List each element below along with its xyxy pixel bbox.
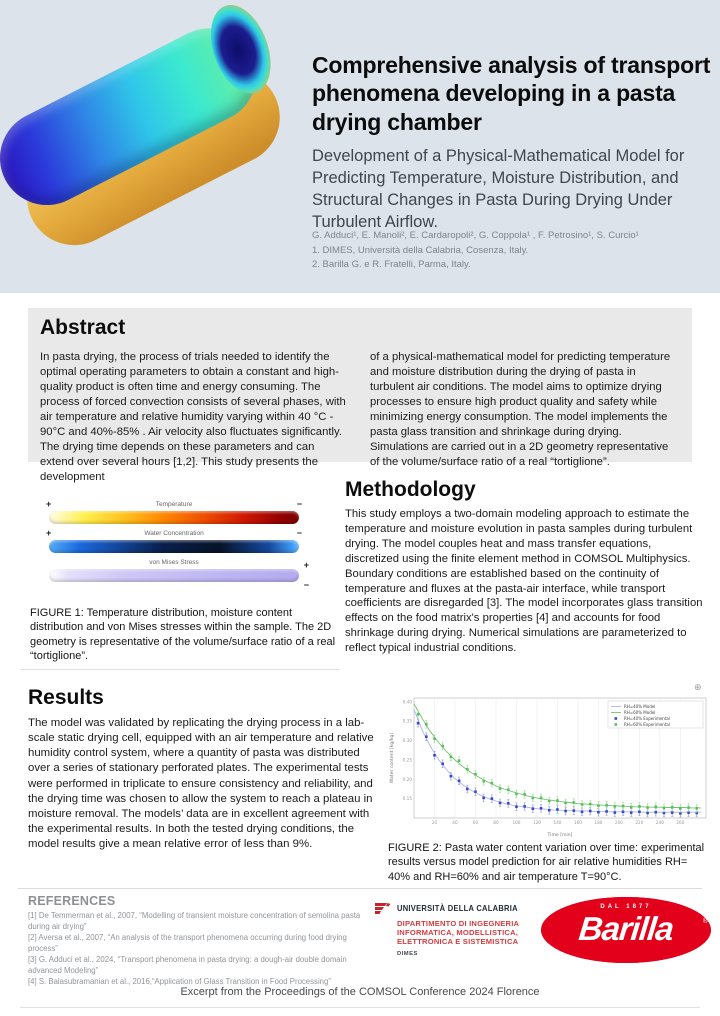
left-column-divider [20, 669, 340, 670]
pasta-tube [0, 0, 323, 307]
figure2-chart [388, 690, 714, 838]
svg-text:Time [min]: Time [min] [547, 833, 573, 838]
unical-name: UNIVERSITÀ DELLA CALABRIA [397, 904, 518, 913]
plus-sign: + [46, 528, 52, 538]
svg-text:0.35: 0.35 [402, 718, 412, 724]
unical-logo [374, 902, 534, 957]
barilla-logo [541, 897, 713, 967]
svg-text:260: 260 [676, 820, 685, 825]
figure2 [388, 690, 714, 838]
unical-department: DIPARTIMENTO DI INGEGNERIA INFORMATICA, MODELLISTICA, ELETTRONICA E SISTEMISTICA [397, 919, 519, 946]
authors-block [312, 229, 712, 273]
svg-text:0.30: 0.30 [402, 738, 412, 744]
svg-text:180: 180 [594, 820, 603, 825]
plus-sign: + [303, 560, 309, 570]
svg-text:RH=40% Model: RH=40% Model [624, 704, 656, 709]
svg-text:0.20: 0.20 [402, 776, 412, 782]
svg-text:160: 160 [573, 820, 582, 825]
von-mises-colorbar-row [49, 558, 309, 590]
footer-divider [18, 888, 702, 889]
registered-trademark-icon: ® [702, 918, 708, 925]
figure1 [46, 499, 309, 590]
references-heading: REFERENCES [28, 894, 116, 908]
bottom-hairline [20, 1007, 700, 1008]
minus-sign: − [303, 580, 309, 590]
affiliation-1: 1. DIMES, Università della Calabria, Cosenza, Italy. [312, 244, 529, 256]
abstract-section [28, 308, 692, 484]
reference-item: [4] S. Balasubramanian et al., 2016,“Application of Glass Transition in Food Processing” [28, 977, 331, 987]
abstract-column-1: In pasta drying, the process of trials needed to identify the optimal operating parameters to obtain a constant and high-quality product is often time and energy consuming. The process of forced convection consists of several phases, with air temperature and relative humidity varying within 40 °C - 90°C and 40%-85% . Air velocity also fluctuates significantly. The drying time depends on these parameters and can extend over several hours [1,2]. This study presents the development [40, 351, 346, 484]
abstract-column-2: of a physical-mathematical model for predicting temperature and moisture distribution during the drying of pasta in turbulent air conditions. The model aims to optimize drying processes to ensure high product quality and safety while minimizing energy consumption. The model implements the pasta glass transition and shrinkage during drying. Simulations are carried out in a 2D geometry representative of the volume/surface ratio of a real “tortiglione”. [370, 351, 671, 469]
unical-acronym: DIMES [397, 950, 418, 957]
reference-item: [1] De Temmerman et al., 2007, “Modelling of transient moisture concentration of semolina pasta during air drying” [28, 911, 361, 931]
reference-item: [3] G. Adduci et al., 2024, “Transport phenomena in pasta drying: a dough-air double domain advanced Modeling” [28, 955, 347, 975]
poster-title: Comprehensive analysis of transport phenomena developing in a pasta drying chamber [312, 52, 711, 135]
references-section [28, 894, 366, 989]
svg-text:20: 20 [431, 820, 438, 825]
svg-text:120: 120 [532, 820, 541, 825]
svg-text:RH=60% Experimental: RH=60% Experimental [624, 722, 670, 727]
svg-text:RH=40% Experimental: RH=40% Experimental [624, 716, 670, 721]
svg-text:0.25: 0.25 [402, 757, 412, 763]
methodology-heading: Methodology [345, 478, 476, 501]
poster-subtitle: Development of a Physical-Mathematical Model for Predicting Temperature, Moisture Distribution, and Structural Changes in Pasta During Drying Under Turbulent Airflow. [312, 147, 685, 231]
water-concentration-colorbar-label: Water Concentration [144, 530, 204, 537]
unical-logo-row [374, 902, 534, 916]
svg-text:RH=60% Model: RH=60% Model [624, 710, 656, 715]
methodology-body: This study employs a two-domain modeling approach to estimate the temperature and moisture evolution in pasta samples during turbulent drying. The model couples heat and mass transfer equations, discretized using the finite element method in COMSOL Multiphysics. Boundary conditions are established based on the continuity of temperature and fluxes at the pasta-air interface, while transport coefficients are disregarded [3]. The model incorporates glass transition effects on the food matrix's properties [4] and accounts for food shrinkage during drying. Numerical simulations are parameterized to reflect typical industrial conditions. [345, 508, 703, 655]
unical-crest-icon [374, 902, 391, 916]
figure2-corner-icon: ⊕ [694, 682, 702, 692]
author-list: G. Adduci¹, E. Manoli², E. Cardaropoli², G. Coppola¹ , F. Petrosino¹, S. Curcio¹ [312, 230, 639, 241]
minus-sign: − [296, 528, 302, 538]
svg-text:60: 60 [472, 820, 479, 825]
svg-text:220: 220 [635, 820, 644, 825]
svg-text:Water content [kg/kg]: Water content [kg/kg] [390, 732, 395, 784]
figure1-caption: FIGURE 1: Temperature distribution, moisture content distribution and von Mises stresses within the sample. The 2D geometry is representative of the volume/surface ratio of a real “tortiglione”. [30, 607, 336, 662]
svg-text:140: 140 [553, 820, 562, 825]
barilla-wordmark: Barilla [577, 910, 675, 947]
header-band [0, 0, 720, 293]
plus-sign: + [46, 499, 52, 509]
results-body: The model was validated by replicating the drying process in a lab-scale static drying cell, equipped with an air temperature and relative humidity control system, where a quantity of pasta was distributed over a series of stationary perforated plates. The experimental tests were performed in triplicate to ensure consistency and reliability, and the drying time was chosen to allow the system to reach a plateau in moisture removal. The models’ data are in excellent agreement with the experimental results. In both the tested drying conditions, the model results give a mean relative error of less than 9%. [28, 717, 374, 851]
temperature-colorbar-label: Temperature [155, 501, 193, 508]
barilla-ellipse [541, 897, 711, 963]
temperature-colorbar-row [46, 499, 302, 524]
abstract-heading: Abstract [40, 316, 126, 339]
svg-text:100: 100 [512, 820, 521, 825]
methodology-section [345, 478, 703, 656]
water-concentration-colorbar-row [46, 528, 302, 553]
affiliation-2: 2. Barilla G. e R. Fratelli, Parma, Italy. [312, 259, 471, 271]
reference-item: [2] Aversa et al., 2007, “An analysis of the transport phenomena occurring during food drying process” [28, 933, 347, 953]
minus-sign: − [296, 499, 302, 509]
svg-text:0.15: 0.15 [402, 796, 412, 802]
svg-text:40: 40 [452, 820, 458, 825]
svg-text:240: 240 [655, 820, 664, 825]
pasta-render-image [0, 4, 300, 292]
barilla-dal-1877: DAL 1877 [600, 904, 652, 910]
svg-text:80: 80 [493, 820, 499, 825]
footer-text: Excerpt from the Proceedings of the COMSOL Conference 2024 Florence [180, 986, 540, 998]
svg-text:200: 200 [614, 820, 623, 825]
svg-text:0.40: 0.40 [402, 699, 412, 705]
figure2-caption: FIGURE 2: Pasta water content variation over time: experimental results versus model prediction for air relative humidities RH= 40% and RH=60% and air temperature T=90°C. [388, 842, 705, 883]
results-heading: Results [28, 686, 104, 709]
von-mises-colorbar-label: von Mises Stress [149, 559, 199, 566]
results-section [28, 686, 380, 852]
